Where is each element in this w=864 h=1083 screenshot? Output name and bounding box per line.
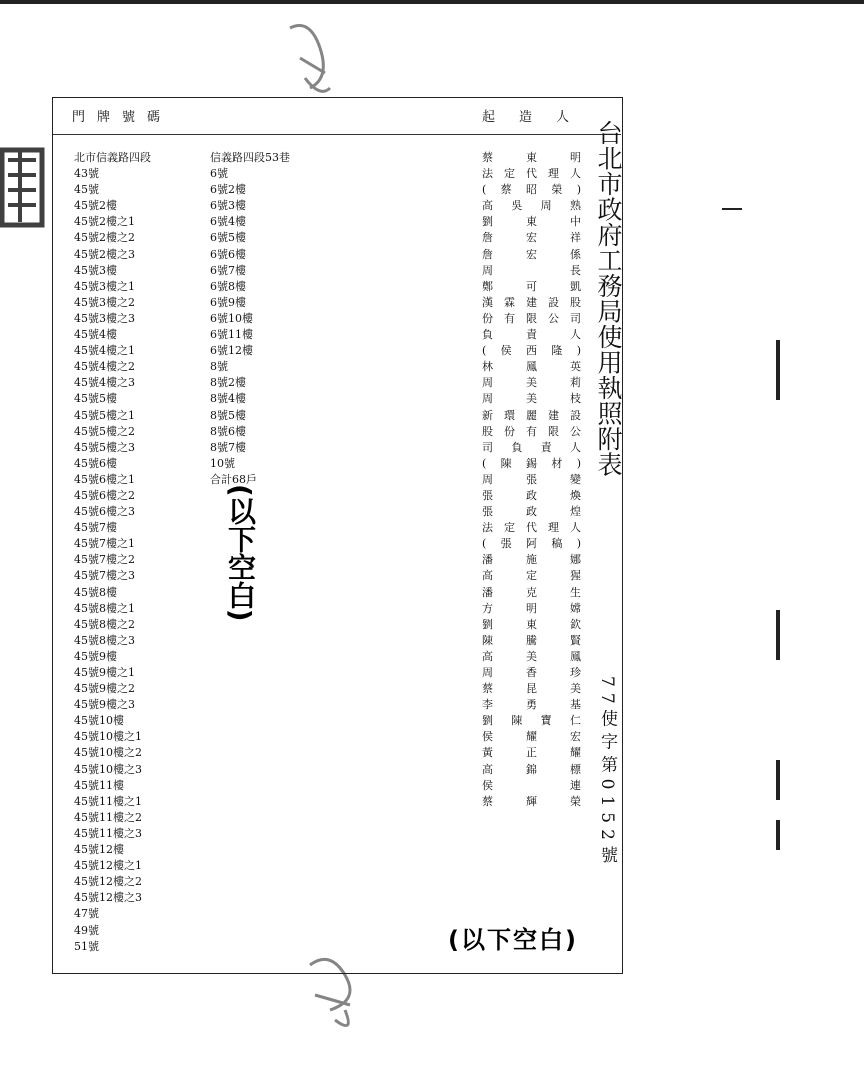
address-row: 47號 xyxy=(74,907,99,921)
scan-mark-right-5 xyxy=(722,208,742,210)
address-row: 8號 xyxy=(210,360,228,374)
owner-row: 高錦標 xyxy=(482,762,582,776)
address-row: 6號2樓 xyxy=(210,183,246,197)
address-row: 6號4樓 xyxy=(210,215,246,229)
owner-row: 劉陳寶仁 xyxy=(482,714,582,728)
owner-row: 股份有限公 xyxy=(482,424,582,438)
address-row: 45號6樓之2 xyxy=(74,488,135,502)
address-row: 45號11樓 xyxy=(74,778,124,792)
handwritten-blank-note-column2: (以下空白) xyxy=(224,484,257,622)
owner-row: (蔡昭榮) xyxy=(482,183,582,197)
owner-row: 張政煥 xyxy=(482,488,582,502)
address-row: 45號12樓 xyxy=(74,843,124,857)
address-row: 45號12樓之2 xyxy=(74,875,142,889)
address-row: 45號8樓之1 xyxy=(74,601,135,615)
owner-row: 張政煌 xyxy=(482,505,582,519)
address-row: 45號6樓之3 xyxy=(74,505,135,519)
address-row: 43號 xyxy=(74,167,99,181)
address-row: 45號12樓之3 xyxy=(74,891,142,905)
address-row: 45號6樓 xyxy=(74,456,117,470)
owner-row: 法定代理人 xyxy=(482,167,582,181)
address-row: 45號4樓 xyxy=(74,328,117,342)
address-row: 45號9樓之2 xyxy=(74,682,135,696)
owner-row: 詹宏祥 xyxy=(482,231,582,245)
owner-row: 蔡輝榮 xyxy=(482,794,582,808)
owner-row: 周張變 xyxy=(482,472,582,486)
owner-row: 詹宏係 xyxy=(482,247,582,261)
owner-row: 法定代理人 xyxy=(482,521,582,535)
owner-row: 漢霖建設股 xyxy=(482,295,582,309)
owner-row: 潘克生 xyxy=(482,585,582,599)
address-row: 45號8樓之2 xyxy=(74,617,135,631)
address-row: 8號4樓 xyxy=(210,392,246,406)
owner-row: 周長 xyxy=(482,263,582,277)
owner-row: 份有限公司 xyxy=(482,311,582,325)
owner-row: 周美莉 xyxy=(482,376,582,390)
address-row: 45號8樓 xyxy=(74,585,117,599)
owner-column xyxy=(482,150,582,810)
address-row: 6號12樓 xyxy=(210,344,253,358)
owner-row: 負責人 xyxy=(482,328,582,342)
address-row: 45號7樓之2 xyxy=(74,553,135,567)
address-row: 45號7樓之1 xyxy=(74,537,135,551)
address-row: 49號 xyxy=(74,923,99,937)
address-row: 8號2樓 xyxy=(210,376,246,390)
header-owner-label: 起造人 xyxy=(482,110,594,125)
owner-row: 蔡昆美 xyxy=(482,682,582,696)
address-row: 合計68戶 xyxy=(210,472,257,486)
address-row: 6號 xyxy=(210,167,228,181)
address-row: 45號4樓之1 xyxy=(74,344,135,358)
address-row: 45號6樓之1 xyxy=(74,472,135,486)
stamp-mark-top xyxy=(280,18,340,108)
permit-number: 77使字第0152號 xyxy=(597,676,617,869)
address-row: 45號10樓之1 xyxy=(74,730,142,744)
owner-row: 侯耀宏 xyxy=(482,730,582,744)
owner-row: 黃正耀 xyxy=(482,746,582,760)
address-row: 45號3樓 xyxy=(74,263,117,277)
address-row: 45號8樓之3 xyxy=(74,633,135,647)
address-row: 6號6樓 xyxy=(210,247,246,261)
address-row: 8號5樓 xyxy=(210,408,246,422)
address-row: 45號3樓之1 xyxy=(74,279,135,293)
address-row: 45號4樓之3 xyxy=(74,376,135,390)
address-row: 45號9樓 xyxy=(74,649,117,663)
owner-row: 李勇基 xyxy=(482,698,582,712)
address-row: 北市信義路四段 xyxy=(74,151,151,164)
scan-mark-right-2 xyxy=(776,610,780,660)
scan-edge xyxy=(0,0,864,4)
document-title: 台北市政府工務局使用執照附表 xyxy=(594,120,623,477)
address-column-1 xyxy=(74,150,151,955)
address-row: 45號4樓之2 xyxy=(74,360,135,374)
address-row: 45號2樓之3 xyxy=(74,247,135,261)
header-address-label: 門牌號碼 xyxy=(72,110,173,125)
address-row: 45號11樓之3 xyxy=(74,826,142,840)
owner-row: 蔡東明 xyxy=(482,151,582,164)
address-row: 6號3樓 xyxy=(210,199,246,213)
address-row: 45號5樓之3 xyxy=(74,440,135,454)
owner-row: 周美枝 xyxy=(482,392,582,406)
owner-row: (陳錫材) xyxy=(482,456,582,470)
owner-row: 高定猩 xyxy=(482,569,582,583)
address-row: 51號 xyxy=(74,939,99,953)
address-row: 6號8樓 xyxy=(210,279,246,293)
scan-mark-right-3 xyxy=(776,760,780,800)
address-row: 45號3樓之3 xyxy=(74,311,135,325)
address-row: 10號 xyxy=(210,456,235,470)
address-row: 8號6樓 xyxy=(210,424,246,438)
owner-row: 方明嫦 xyxy=(482,601,582,615)
address-row: 45號2樓之2 xyxy=(74,231,135,245)
owner-row: 劉東欽 xyxy=(482,617,582,631)
address-row: 6號5樓 xyxy=(210,231,246,245)
address-row: 45號7樓之3 xyxy=(74,569,135,583)
owner-row: 高吳周熟 xyxy=(482,199,582,213)
handwritten-blank-note-owner: (以下空白) xyxy=(448,926,578,954)
address-row: 45號 xyxy=(74,183,99,197)
binding-stamp-left xyxy=(0,140,48,235)
address-column-2 xyxy=(210,150,290,488)
owner-row: (張阿稿) xyxy=(482,537,582,551)
header-divider xyxy=(53,134,621,135)
address-row: 45號11樓之2 xyxy=(74,810,142,824)
owner-row: 周香珍 xyxy=(482,666,582,679)
address-row: 45號3樓之2 xyxy=(74,295,135,309)
address-row: 信義路四段53巷 xyxy=(210,151,290,164)
owner-row: 司負責人 xyxy=(482,440,582,454)
address-row: 6號9樓 xyxy=(210,295,246,309)
owner-row: 潘施娜 xyxy=(482,553,582,567)
address-row: 45號12樓之1 xyxy=(74,859,142,873)
address-row: 45號10樓 xyxy=(74,714,124,728)
scan-mark-right-4 xyxy=(776,820,780,850)
address-row: 8號7樓 xyxy=(210,440,246,454)
address-row: 6號10樓 xyxy=(210,311,253,325)
address-row: 45號5樓之1 xyxy=(74,408,135,422)
owner-row: (侯西隆) xyxy=(482,344,582,358)
owner-row: 鄭可凱 xyxy=(482,279,582,293)
address-row: 45號9樓之3 xyxy=(74,698,135,712)
owner-row: 侯連 xyxy=(482,778,582,792)
scan-mark-right-1 xyxy=(776,340,780,400)
owner-row: 新環麗建設 xyxy=(482,408,582,422)
address-row: 45號7樓 xyxy=(74,521,117,535)
owner-row: 劉東中 xyxy=(482,215,582,229)
address-row: 45號11樓之1 xyxy=(74,794,142,808)
owner-row: 林鳳英 xyxy=(482,360,582,374)
address-row: 45號2樓 xyxy=(74,199,117,213)
address-row: 45號10樓之2 xyxy=(74,746,142,760)
address-row: 45號2樓之1 xyxy=(74,215,135,229)
address-row: 45號5樓之2 xyxy=(74,424,135,438)
address-row: 6號11樓 xyxy=(210,328,253,342)
address-row: 45號5樓 xyxy=(74,392,117,406)
address-row: 6號7樓 xyxy=(210,263,246,277)
owner-row: 陳騰賢 xyxy=(482,633,582,647)
address-row: 45號10樓之3 xyxy=(74,762,142,776)
owner-row: 高美鳳 xyxy=(482,649,582,663)
address-row: 45號9樓之1 xyxy=(74,666,135,679)
